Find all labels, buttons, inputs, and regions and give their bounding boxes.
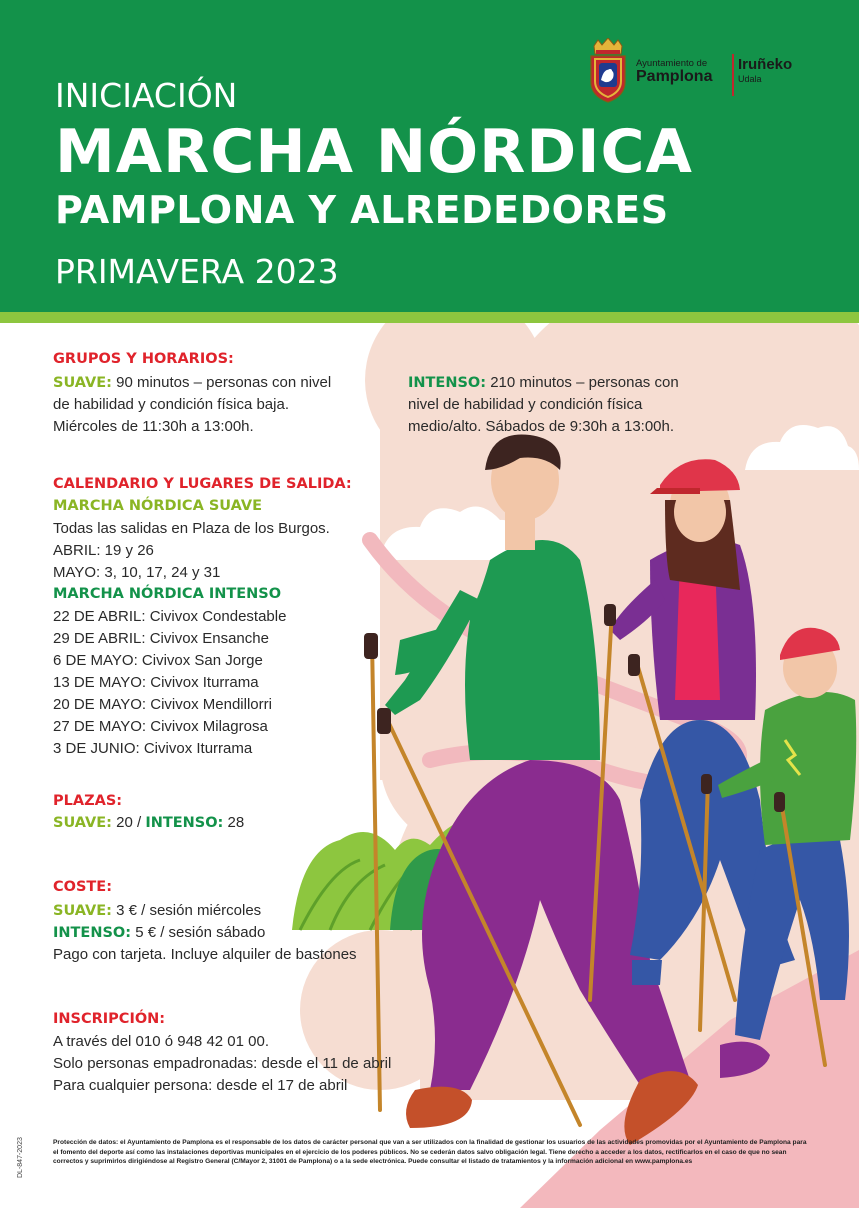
coste-suave-value: 3 € / sesión miércoles — [116, 902, 262, 919]
suave-label: SUAVE: — [53, 375, 112, 391]
calendar-intenso-line: 6 DE MAYO: Civivox San Jorge — [53, 652, 263, 669]
suave-group-line-3: Miércoles de 11:30h a 13:00h. — [53, 418, 254, 435]
logo-line-3: Iruñeko — [738, 56, 793, 73]
calendar-suave-line: MAYO: 3, 10, 17, 24 y 31 — [53, 564, 221, 581]
coste-intenso-label: INTENSO: — [53, 925, 132, 941]
calendar-intenso-line: 3 DE JUNIO: Civivox Iturrama — [53, 740, 253, 757]
suave-desc-1: 90 minutos – personas con nivel — [116, 374, 332, 391]
calendar-suave-line: Todas las salidas en Plaza de los Burgos. — [53, 520, 330, 537]
calendar-intenso-line: 27 DE MAYO: Civivox Milagrosa — [53, 718, 268, 735]
groups-heading: GRUPOS Y HORARIOS: — [53, 351, 234, 367]
inscripcion-line: Solo personas empadronadas: desde el 11 de abril — [53, 1055, 392, 1072]
plazas-intenso-label: INTENSO: — [145, 815, 224, 831]
calendar-intenso-heading: MARCHA NÓRDICA INTENSO — [53, 586, 282, 602]
inscripcion-line: A través del 010 ó 948 42 01 00. — [53, 1033, 269, 1050]
header-kicker: INICIACIÓN — [55, 76, 238, 115]
suave-group-line-1 — [53, 372, 331, 394]
plazas-suave-value: 20 / — [116, 814, 142, 831]
logo-divider — [732, 54, 734, 96]
calendar-intenso-line: 20 DE MAYO: Civivox Mendillorri — [53, 696, 272, 713]
intenso-group-line-1 — [408, 372, 679, 394]
calendar-heading: CALENDARIO Y LUGARES DE SALIDA: — [53, 476, 352, 492]
plazas-heading: PLAZAS: — [53, 793, 123, 809]
intenso-desc-1: 210 minutos – personas con — [490, 374, 679, 391]
calendar-intenso-line: 22 DE ABRIL: Civivox Condestable — [53, 608, 287, 625]
coste-intenso-line — [53, 922, 265, 944]
inscripcion-heading: INSCRIPCIÓN: — [53, 1011, 166, 1027]
calendar-intenso-line: 13 DE MAYO: Civivox Iturrama — [53, 674, 259, 691]
suave-group-line-2: de habilidad y condición física baja. — [53, 396, 289, 413]
logo-line-2: Pamplona — [636, 68, 713, 85]
page-subtitle: PAMPLONA Y ALREDEDORES — [55, 188, 669, 232]
privacy-notice: Protección de datos: el Ayuntamiento de Pamplona es el responsable de los datos de carácter personal que van a ser utilizados con la finalidad de gestionar los usuarios de las actividades promovidas por el Ayuntamiento de Pamplona para el fomento del deporte así como las instalaciones deportivas municipales en el ejercicio de los poderes públicos. No se cederán datos salvo obligación legal. Tiene derecho a acceder a los datos, rectificarlos en el caso de que no sean correctos y suprimirlos dirigiéndose al Registro General (C/Mayor 2, 31001 de Pamplona) o a la sede electrónica. Puede consultar el listado de tratamientos y la información adicional en www.pamplona.es — [53, 1139, 807, 1166]
intenso-group-line-2: nivel de habilidad y condición física — [408, 396, 643, 413]
intenso-label: INTENSO: — [408, 375, 487, 391]
logo-line-1: Ayuntamiento de — [636, 58, 708, 69]
intenso-group-line-3: medio/alto. Sábados de 9:30h a 13:00h. — [408, 418, 675, 435]
legal-deposit: DL-847-2023 — [17, 1137, 24, 1178]
plazas-suave-label: SUAVE: — [53, 815, 112, 831]
coste-suave-line — [53, 900, 261, 922]
plazas-intenso-value: 28 — [227, 814, 245, 831]
coste-heading: COSTE: — [53, 879, 113, 895]
calendar-suave-heading: MARCHA NÓRDICA SUAVE — [53, 498, 262, 514]
coste-note: Pago con tarjeta. Incluye alquiler de bastones — [53, 946, 357, 963]
coste-intenso-value: 5 € / sesión sábado — [135, 924, 266, 941]
coste-suave-label: SUAVE: — [53, 903, 112, 919]
page-title: MARCHA NÓRDICA — [55, 117, 693, 187]
calendar-intenso-line: 29 DE ABRIL: Civivox Ensanche — [53, 630, 269, 647]
season-label: PRIMAVERA 2023 — [55, 252, 339, 291]
plazas-line — [53, 812, 244, 834]
inscripcion-line: Para cualquier persona: desde el 17 de abril — [53, 1077, 348, 1094]
ayuntamiento-logo — [588, 38, 818, 108]
coat-of-arms-icon — [588, 38, 628, 104]
header-accent-stripe — [0, 312, 859, 323]
calendar-suave-line: ABRIL: 19 y 26 — [53, 542, 154, 559]
logo-line-4: Udala — [738, 74, 762, 84]
